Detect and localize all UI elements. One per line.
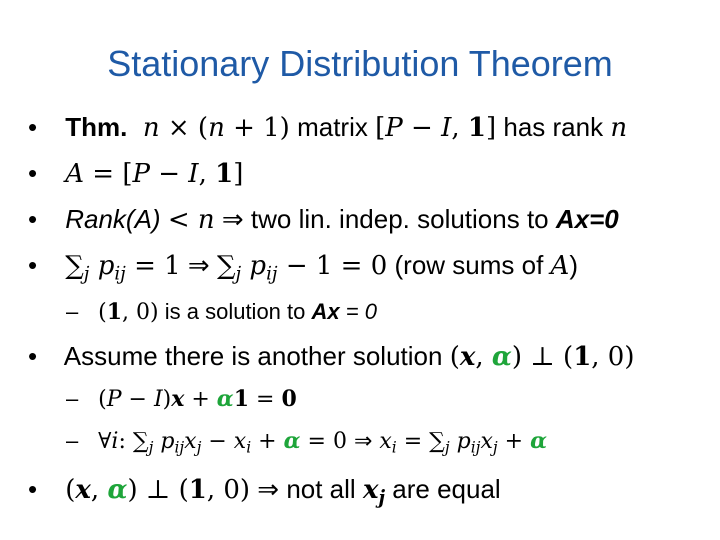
math-a: A [550, 251, 570, 281]
bullet-marker: • [28, 158, 38, 188]
bullet-row-sums [28, 252, 578, 284]
bullet-marker: • [28, 112, 38, 142]
math-xj: $x_j$ [362, 475, 386, 509]
math-less-than-n: < n [167, 205, 215, 235]
sub-bullet-solution [66, 301, 377, 324]
bullet-rank [28, 206, 619, 233]
rank-text: two lin. indep. solutions to [250, 204, 549, 234]
solution-text: is a solution to [164, 299, 306, 324]
slide-title: Stationary Distribution Theorem [107, 43, 613, 84]
rank-a-label: Rank(A) [65, 204, 161, 234]
bullet-marker: • [28, 250, 38, 280]
bullet-marker: • [28, 474, 38, 504]
sub-marker: – [66, 428, 79, 453]
matrix-word: matrix [297, 112, 368, 142]
not-all-text: not all [286, 474, 356, 504]
bullet-assume [28, 343, 635, 370]
sub-marker: – [66, 299, 79, 324]
sub-marker: – [66, 386, 79, 411]
assume-text: Assume there is another solution [63, 341, 443, 371]
implies-symbol: ⇒ [221, 205, 244, 235]
math-x-alpha-perp: (x, α) ⊥ (1, 0) [65, 475, 251, 505]
implies-symbol: ⇒ [257, 475, 280, 505]
math-p-minus-i-eq: (P − I)x + α1 = 0 [98, 386, 297, 412]
bullet-define-a [28, 160, 243, 187]
are-equal-text: are equal [392, 474, 501, 504]
bullet-conclusion [28, 476, 501, 508]
sub-bullet-forall [66, 430, 547, 456]
equals-zero: = 0 [345, 299, 377, 324]
bullet-marker: • [28, 204, 38, 234]
math-n-by-n1: n × (n + 1) [134, 113, 290, 143]
row-sums-text: (row sums of [394, 250, 544, 280]
bullet-marker: • [28, 341, 38, 371]
math-x-alpha-perp: (x, α) ⊥ (1, 0) [449, 342, 635, 372]
equals-zero: =0 [589, 204, 619, 234]
math-n: n [610, 113, 628, 143]
math-augmented-matrix: [P − I, 1] [375, 113, 497, 143]
implies-symbol: ⇒ [187, 251, 210, 281]
bullet-theorem [28, 114, 627, 141]
has-rank-text: has rank [503, 112, 604, 142]
sub-bullet-equation [66, 388, 297, 411]
math-sum-pij-eq-1: $\sum_j$ $p_{ij} = 1$ [65, 251, 181, 285]
math-forall-derivation: ∀i: $\sum_j$ $p_{ij}x_j - x_i + \alpha = 0$ ⇒ $x_i = \sum_j$ $p_{ij}x_j + \alpha$ [98, 428, 548, 457]
math-sum-pij-minus-1: $\sum_j$ $p_{ij} - 1 = 0$ [216, 251, 388, 285]
close-paren: ) [569, 250, 578, 280]
math-ax: Ax [311, 299, 340, 324]
thm-label: Thm. [65, 112, 128, 142]
math-ax: Ax [555, 204, 590, 234]
math-one-zero: (1, 0) [98, 299, 159, 325]
math-a-definition: A = [P − I, 1] [65, 159, 244, 189]
